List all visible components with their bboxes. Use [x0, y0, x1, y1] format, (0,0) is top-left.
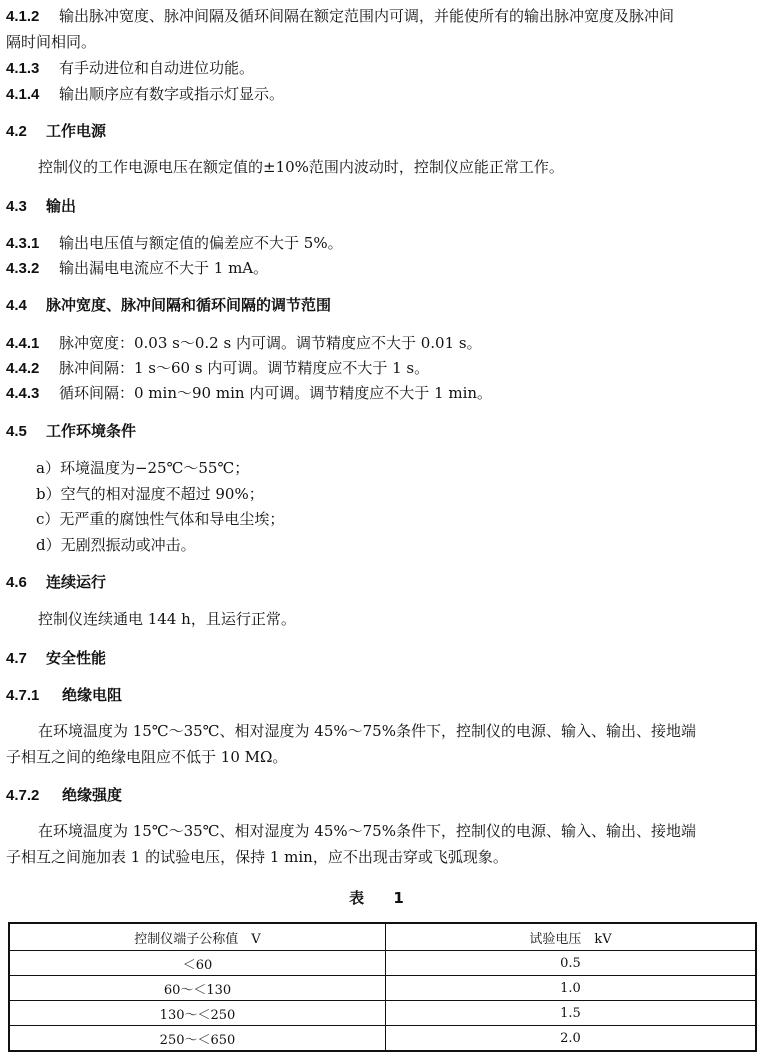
clause-text: 输出电压值与额定值的偏差应不大于 5%。 — [59, 234, 343, 252]
clause-4-4-2 — [6, 358, 429, 379]
section-title: 工作环境条件 — [46, 422, 137, 440]
subsection-heading-4-7-2 — [6, 785, 122, 806]
clause-text: 输出脉冲宽度、脉冲间隔及循环间隔在额定范围内可调，并能使所有的输出脉冲宽度及脉冲间 — [59, 7, 675, 25]
section-title: 绝缘电阻 — [62, 686, 123, 704]
clause-text: 输出顺序应有数字或指示灯显示。 — [59, 85, 285, 103]
clause-text: 有手动进位和自动进位功能。 — [59, 59, 255, 77]
test-voltage-table — [8, 922, 757, 1052]
section-heading-4-2 — [6, 121, 106, 142]
section-heading-4-7 — [6, 648, 106, 669]
clause-text: 输出漏电电流应不大于 1 mA。 — [59, 259, 269, 277]
clause-4-1-2 — [6, 6, 674, 27]
table-cell: 0.5 — [386, 951, 757, 976]
paragraph: 控制仪连续通电 144 h，且运行正常。 — [38, 610, 296, 628]
clause-4-4-3 — [6, 383, 492, 404]
section-title: 安全性能 — [46, 649, 107, 667]
table-cell: 60～＜130 — [9, 976, 386, 1001]
list-item: a）环境温度为−25℃～55℃； — [36, 459, 250, 477]
section-number: 4.5 — [6, 423, 27, 440]
section-heading-4-4 — [6, 295, 331, 316]
table-header-cell: 控制仪端子公称值 V — [9, 923, 386, 951]
table-cell: 250～＜650 — [9, 1026, 386, 1052]
table-cell: ＜60 — [9, 951, 386, 976]
clause-4-1-4 — [6, 84, 284, 105]
clause-number: 4.3.2 — [6, 260, 40, 277]
paragraph-continuation: 子相互之间施加表 1 的试验电压，保持 1 min，应不出现击穿或飞弧现象。 — [6, 848, 508, 866]
clause-4-1-3 — [6, 58, 254, 79]
section-number: 4.2 — [6, 123, 27, 140]
list-item: c）无严重的腐蚀性气体和导电尘埃； — [36, 510, 285, 528]
table-cell: 1.0 — [386, 976, 757, 1001]
list-item: d）无剧烈振动或冲击。 — [36, 536, 196, 554]
section-title: 脉冲宽度、脉冲间隔和循环间隔的调节范围 — [46, 296, 332, 314]
clause-number: 4.1.3 — [6, 60, 40, 77]
table-row — [9, 951, 756, 976]
table-header-cell: 试验电压 kV — [386, 923, 757, 951]
section-heading-4-6 — [6, 572, 106, 593]
clause-continuation: 隔时间相同。 — [6, 33, 97, 51]
clause-number: 4.4.1 — [6, 335, 40, 352]
clause-number: 4.3.1 — [6, 235, 40, 252]
clause-number: 4.1.4 — [6, 86, 40, 103]
section-number: 4.7.2 — [6, 787, 40, 804]
section-heading-4-5 — [6, 421, 136, 442]
clause-text: 脉冲宽度：0.03 s～0.2 s 内可调。调节精度应不大于 0.01 s。 — [59, 334, 482, 352]
paragraph-continuation: 子相互之间的绝缘电阻应不低于 10 MΩ。 — [6, 748, 288, 766]
section-number: 4.7 — [6, 650, 27, 667]
clause-number: 4.4.2 — [6, 360, 40, 377]
table-cell: 1.5 — [386, 1001, 757, 1026]
clause-4-3-1 — [6, 233, 343, 254]
table-cell: 130～＜250 — [9, 1001, 386, 1026]
section-number: 4.3 — [6, 198, 27, 215]
section-number: 4.7.1 — [6, 687, 40, 704]
table-header-row — [9, 923, 756, 951]
section-number: 4.4 — [6, 297, 27, 314]
section-title: 工作电源 — [46, 122, 107, 140]
clause-text: 脉冲间隔：1 s～60 s 内可调。调节精度应不大于 1 s。 — [59, 359, 430, 377]
table-title: 表 1 — [349, 889, 416, 907]
section-heading-4-3 — [6, 196, 76, 217]
table-row — [9, 1026, 756, 1052]
section-number: 4.6 — [6, 574, 27, 591]
clause-number: 4.4.3 — [6, 385, 40, 402]
table-row — [9, 976, 756, 1001]
subsection-heading-4-7-1 — [6, 685, 122, 706]
clause-4-3-2 — [6, 258, 268, 279]
paragraph: 控制仪的工作电源电压在额定值的±10%范围内波动时，控制仪应能正常工作。 — [38, 158, 564, 176]
section-title: 绝缘强度 — [62, 786, 123, 804]
clause-number: 4.1.2 — [6, 8, 40, 25]
paragraph: 在环境温度为 15℃～35℃、相对湿度为 45%～75%条件下，控制仪的电源、输入、输出、接地端 — [38, 822, 696, 840]
clause-4-4-1 — [6, 333, 482, 354]
section-title: 输出 — [46, 197, 77, 215]
table-cell: 2.0 — [386, 1026, 757, 1052]
section-title: 连续运行 — [46, 573, 107, 591]
clause-text: 循环间隔：0 min～90 min 内可调。调节精度应不大于 1 min。 — [59, 384, 493, 402]
list-item: b）空气的相对湿度不超过 90%； — [36, 485, 264, 503]
paragraph: 在环境温度为 15℃～35℃、相对湿度为 45%～75%条件下，控制仪的电源、输入、输出、接地端 — [38, 722, 696, 740]
table-row — [9, 1001, 756, 1026]
